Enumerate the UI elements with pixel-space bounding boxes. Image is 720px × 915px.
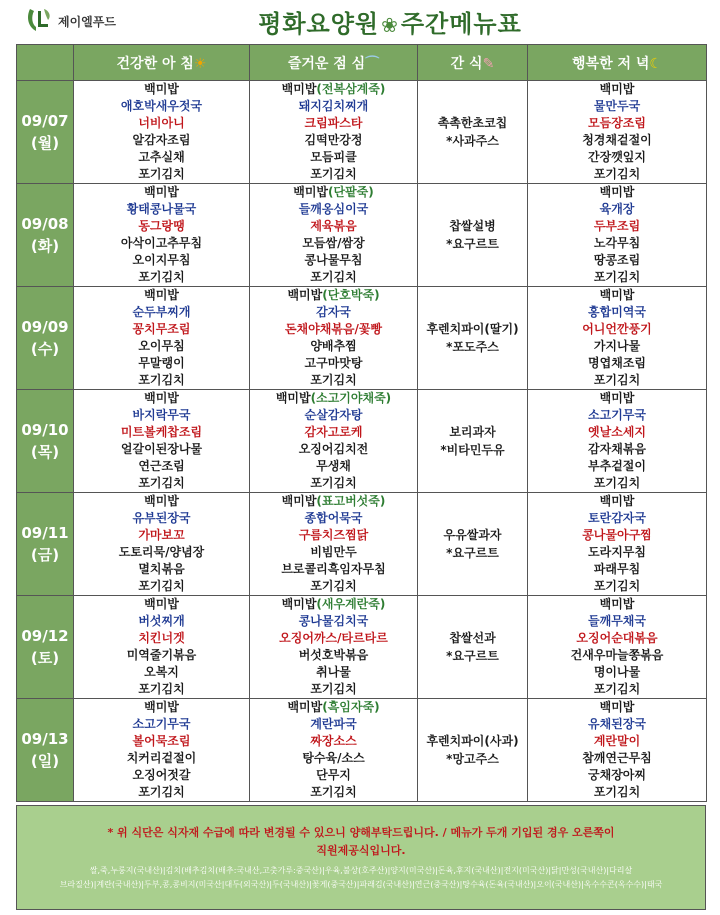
menu-item: 포기김치: [138, 270, 185, 284]
menu-item: 포기김치: [138, 476, 185, 490]
menu-item: 도토리묵/양념장: [118, 545, 205, 559]
menu-item: 백미밥(표고버섯죽): [281, 494, 386, 508]
date-cell: [17, 184, 74, 287]
notice-text: [17, 824, 705, 860]
menu-item: 순두부찌개: [132, 305, 191, 319]
menu-cell-snack: [418, 287, 528, 390]
menu-item: 미역줄기볶음: [126, 648, 197, 662]
menu-item: 감자고로케: [304, 425, 363, 439]
menu-cell-dinner: [528, 287, 707, 390]
menu-cell-lunch: [250, 81, 418, 184]
menu-cell-lunch: [250, 287, 418, 390]
snack-item: *요구르트: [446, 649, 499, 663]
origin-line-2: 브라질산)|계란(국내산)|두부,콩,콩비지(미국산|대두(외국산)|두(국내산)|꽃게(중국산)|파래김(국내산)|연근(중국산)|탕수육(돈육(국내산)|오이(국내산)|옥수수콘(옥수수)|태국: [59, 880, 663, 889]
menu-item: 콩나물아구찜: [582, 528, 652, 542]
menu-item: 미트볼케찹조림: [120, 425, 203, 439]
menu-item: 포기김치: [310, 785, 357, 799]
date-cell: [17, 287, 74, 390]
menu-item: 땅콩조림: [593, 253, 641, 267]
menu-item: 짜장소스: [310, 734, 357, 748]
menu-item: 백미밥: [144, 391, 179, 405]
menu-item: 황태콩나물국: [126, 202, 197, 216]
column-header-dinner: 행복한 저 녁☾: [528, 45, 707, 81]
menu-item: 백미밥: [599, 288, 635, 302]
menu-cell-breakfast: [74, 699, 250, 802]
date-label: 09/12: [21, 627, 69, 645]
column-header-row: [17, 45, 707, 81]
menu-cell-breakfast: [74, 287, 250, 390]
menu-item: 비빔만두: [310, 545, 357, 559]
menu-item: 치킨너겟: [138, 631, 185, 645]
menu-item: 알감자조림: [132, 133, 191, 147]
weekday-label: (일): [30, 752, 60, 770]
column-header-snack: 간 식✎: [418, 45, 528, 81]
menu-item: 가마보꼬: [138, 528, 185, 542]
menu-item: 백미밥(새우계란죽): [281, 597, 386, 611]
day-row: [17, 390, 707, 493]
day-row: [17, 699, 707, 802]
menu-item: 포기김치: [138, 579, 185, 593]
menu-item: 오징어젓갈: [132, 768, 191, 782]
menu-item: 포기김치: [593, 270, 641, 284]
date-cell: [17, 81, 74, 184]
date-label: 09/13: [21, 730, 69, 748]
menu-item: 백미밥: [144, 700, 179, 714]
menu-item: 백미밥(단팥죽): [293, 185, 374, 199]
menu-item: 백미밥(소고기야채죽): [275, 391, 392, 405]
title-facility: 평화요양원: [258, 10, 380, 38]
snack-item: 우유쌀과자: [443, 528, 502, 542]
menu-item: 고구마맛탕: [304, 356, 363, 370]
rainbow-icon: ⌒: [365, 55, 380, 72]
notice-line-2: 직원제공식입니다.: [316, 844, 406, 857]
menu-cell-snack: [418, 390, 528, 493]
weekly-menu-table: [16, 44, 707, 802]
menu-cell-lunch: [250, 596, 418, 699]
menu-item: 구름치즈찜닭: [298, 528, 369, 542]
menu-item: 육개장: [599, 202, 635, 216]
snack-item: *망고주스: [446, 752, 499, 766]
footer-notice: [16, 805, 706, 910]
leaf-logo-icon: [24, 5, 54, 35]
menu-item: 동그랑땡: [138, 219, 185, 233]
menu-item: 오징어순대볶음: [576, 631, 658, 645]
menu-item: 백미밥(흑임자죽): [287, 700, 380, 714]
menu-cell-lunch: [250, 390, 418, 493]
menu-item: 오복지: [144, 665, 179, 679]
menu-item: 백미밥(단호박죽): [287, 288, 380, 302]
menu-item: 김떡만강정: [304, 133, 363, 147]
menu-item: 크림파스타: [304, 116, 363, 130]
menu-item: 유부된장국: [132, 511, 191, 525]
menu-item: 포기김치: [138, 785, 185, 799]
menu-item: 너비아니: [138, 116, 185, 130]
page-title: [150, 4, 630, 39]
menu-item: 백미밥: [144, 185, 179, 199]
date-cell: [17, 493, 74, 596]
menu-item: 감자국: [316, 305, 351, 319]
menu-item: 명엽채조림: [588, 356, 646, 370]
date-label: 09/08: [21, 215, 69, 233]
menu-cell-lunch: [250, 699, 418, 802]
menu-item: 두부조림: [593, 219, 641, 233]
menu-item: 취나물: [316, 665, 351, 679]
menu-item: 백미밥: [144, 82, 179, 96]
menu-item: 오이지무침: [132, 253, 191, 267]
header: [0, 0, 720, 42]
menu-item: 소고기무국: [588, 408, 646, 422]
menu-item: 포기김치: [138, 373, 185, 387]
menu-item: 백미밥: [599, 700, 635, 714]
menu-item: 고추실채: [138, 150, 185, 164]
menu-cell-snack: [418, 493, 528, 596]
menu-item: 포기김치: [138, 682, 185, 696]
menu-item: 백미밥: [144, 288, 179, 302]
menu-item: 청경채겉절이: [582, 133, 652, 147]
menu-item: 볼어묵조림: [132, 734, 191, 748]
menu-cell-dinner: [528, 184, 707, 287]
menu-cell-lunch: [250, 184, 418, 287]
menu-item: 치커리겉절이: [126, 751, 197, 765]
menu-item: 홍합미역국: [588, 305, 646, 319]
snack-item: 찹쌀설병: [449, 219, 496, 233]
menu-item: 애호박새우젓국: [120, 99, 203, 113]
snack-item: 후렌치파이(딸기): [426, 322, 519, 336]
title-weekly-menu: 주간메뉴표: [400, 10, 522, 38]
menu-cell-breakfast: [74, 184, 250, 287]
menu-cell-dinner: [528, 81, 707, 184]
menu-item: 단무지: [316, 768, 351, 782]
weekday-label: (금): [30, 546, 60, 564]
menu-item: 옛날소세지: [588, 425, 646, 439]
menu-item: 백미밥: [599, 597, 635, 611]
weekday-label: (월): [30, 134, 60, 152]
snack-item: *포도주스: [446, 340, 499, 354]
menu-item: 아삭이고추무침: [120, 236, 203, 250]
menu-item: 포기김치: [310, 682, 357, 696]
menu-item: 감자채볶음: [588, 442, 646, 456]
day-row: [17, 596, 707, 699]
date-label: 09/07: [21, 112, 69, 130]
menu-cell-dinner: [528, 390, 707, 493]
logo-text: 제이엘푸드: [58, 15, 116, 29]
menu-cell-lunch: [250, 493, 418, 596]
date-cell: [17, 596, 74, 699]
menu-item: 버섯찌개: [138, 614, 185, 628]
menu-item: 브로콜리흑임자무침: [281, 562, 386, 576]
snack-item: *요구르트: [446, 546, 499, 560]
menu-item: 백미밥: [144, 494, 179, 508]
column-header-breakfast: 건강한 아 침☀: [74, 45, 250, 81]
date-cell: [17, 699, 74, 802]
menu-item: 양배추찜: [310, 339, 357, 353]
corner-cell: [17, 45, 74, 81]
menu-item: 무말랭이: [138, 356, 185, 370]
weekday-label: (토): [30, 649, 60, 667]
snack-item: *비타민두유: [440, 443, 505, 457]
menu-item: 백미밥: [144, 597, 179, 611]
menu-item: 포기김치: [593, 167, 641, 181]
menu-cell-dinner: [528, 596, 707, 699]
menu-cell-snack: [418, 184, 528, 287]
menu-item: 백미밥: [599, 494, 635, 508]
date-label: 09/11: [21, 524, 69, 542]
menu-item: 탕수육/소스: [302, 751, 365, 765]
menu-item: 돼지김치찌개: [298, 99, 369, 113]
snack-item: *사과주스: [446, 134, 499, 148]
menu-item: 돈채야채볶음/꽃빵: [284, 322, 383, 336]
menu-item: 계란파국: [310, 717, 357, 731]
origin-line-1: 쌀,죽,누룽지(국내산)|김치(배추김치(배추:국내산,고춧가루:중국산)|우육,불상(호주산)|양지(미국산)|돈육,후지(국내산)|전지(미국산)|닭|만성(국내산)|다리살: [89, 866, 633, 875]
menu-item: 유채된장국: [588, 717, 646, 731]
sun-icon: ☀: [193, 55, 207, 72]
menu-item: 제육볶음: [310, 219, 357, 233]
menu-item: 들깨무채국: [588, 614, 646, 628]
menu-item: 포기김치: [593, 476, 641, 490]
menu-item: 궁채장아찌: [588, 768, 646, 782]
menu-item: 건새우마늘쫑볶음: [570, 648, 664, 662]
menu-item: 버섯호박볶음: [298, 648, 369, 662]
menu-item: 백미밥: [599, 185, 635, 199]
menu-cell-dinner: [528, 493, 707, 596]
menu-cell-snack: [418, 596, 528, 699]
column-header-lunch: 즐거운 점 심⌒: [250, 45, 418, 81]
menu-item: 포기김치: [593, 785, 641, 799]
menu-item: 포기김치: [593, 579, 641, 593]
menu-cell-dinner: [528, 699, 707, 802]
clover-icon: ❀: [381, 13, 399, 37]
menu-item: 계란말이: [593, 734, 641, 748]
menu-item: 모듬피클: [310, 150, 357, 164]
menu-item: 포기김치: [593, 682, 641, 696]
day-row: [17, 493, 707, 596]
snack-item: 촉촉한초코칩: [437, 116, 508, 130]
menu-item: 백미밥(전복삼계죽): [281, 82, 386, 96]
menu-item: 포기김치: [310, 476, 357, 490]
candy-icon: ✎: [482, 55, 495, 72]
date-cell: [17, 390, 74, 493]
weekday-label: (화): [30, 237, 60, 255]
menu-item: 오징어김치전: [298, 442, 369, 456]
menu-item: 들깨옹심이국: [298, 202, 369, 216]
menu-cell-breakfast: [74, 390, 250, 493]
menu-cell-breakfast: [74, 596, 250, 699]
menu-item: 참깨연근무침: [582, 751, 652, 765]
menu-item: 순살감자탕: [304, 408, 363, 422]
menu-item: 오이무침: [138, 339, 185, 353]
date-label: 09/09: [21, 318, 69, 336]
day-row: [17, 81, 707, 184]
snack-item: 후렌치파이(사과): [426, 734, 519, 748]
snack-item: 찹쌀선과: [449, 631, 496, 645]
menu-item: 백미밥: [599, 391, 635, 405]
menu-cell-breakfast: [74, 81, 250, 184]
menu-item: 소고기무국: [132, 717, 191, 731]
menu-item: 포기김치: [310, 167, 357, 181]
menu-item: 물만두국: [593, 99, 641, 113]
day-row: [17, 287, 707, 390]
menu-item: 오징어까스/타르타르: [279, 631, 388, 645]
menu-item: 꽁치무조림: [132, 322, 191, 336]
menu-item: 파래무침: [593, 562, 641, 576]
day-row: [17, 184, 707, 287]
menu-item: 연근조림: [138, 459, 185, 473]
menu-item: 백미밥: [599, 82, 635, 96]
menu-item: 도라지무침: [588, 545, 646, 559]
snack-item: 보리과자: [449, 425, 496, 439]
moon-icon: ☾: [649, 55, 662, 72]
menu-item: 포기김치: [310, 373, 357, 387]
menu-item: 종합어묵국: [304, 511, 363, 525]
menu-item: 노각무침: [593, 236, 641, 250]
company-logo: [24, 5, 142, 37]
menu-item: 얼갈이된장나물: [120, 442, 203, 456]
notice-line-1: * 위 식단은 식자재 수급에 따라 변경될 수 있으니 양해부탁드립니다. / 메뉴가 두개 기입된 경우 오른쪽이: [107, 826, 615, 839]
menu-cell-snack: [418, 81, 528, 184]
origin-text: [17, 864, 705, 892]
weekday-label: (수): [30, 340, 60, 358]
menu-cell-breakfast: [74, 493, 250, 596]
menu-item: 모듬장조림: [588, 116, 646, 130]
menu-item: 명이나물: [593, 665, 641, 679]
menu-item: 포기김치: [310, 270, 357, 284]
menu-item: 콩나물무침: [304, 253, 363, 267]
menu-cell-snack: [418, 699, 528, 802]
menu-item: 포기김치: [138, 167, 185, 181]
menu-item: 간장깻잎지: [588, 150, 646, 164]
menu-item: 콩나물김치국: [298, 614, 369, 628]
menu-item: 포기김치: [310, 579, 357, 593]
menu-item: 무생채: [316, 459, 351, 473]
menu-item: 토란감자국: [588, 511, 646, 525]
menu-item: 모듬쌈/쌈장: [302, 236, 365, 250]
menu-item: 어니언깐풍기: [582, 322, 652, 336]
snack-item: *요구르트: [446, 237, 499, 251]
weekday-label: (목): [30, 443, 60, 461]
menu-item: 부추겉절이: [588, 459, 646, 473]
menu-item: 바지락무국: [132, 408, 191, 422]
menu-item: 포기김치: [593, 373, 641, 387]
menu-item: 가지나물: [593, 339, 641, 353]
date-label: 09/10: [21, 421, 69, 439]
menu-item: 멸치볶음: [138, 562, 185, 576]
